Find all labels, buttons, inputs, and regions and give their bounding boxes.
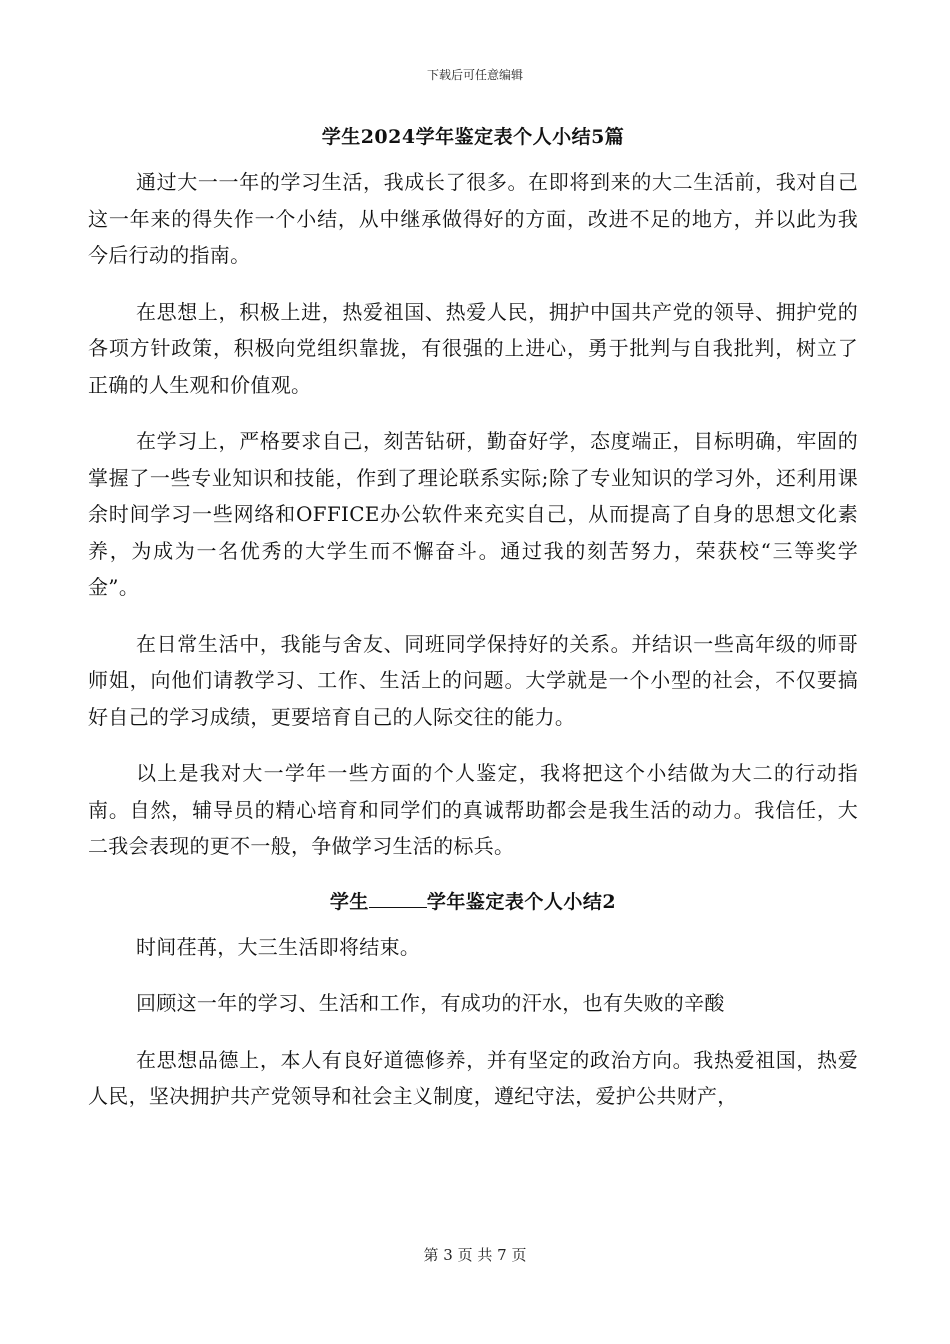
paragraph-conclusion: 以上是我对大一学年一些方面的个人鉴定，我将把这个小结做为大二的行动指南。自然，辅导员的精心培育和同学们的真诚帮助都会是我生活的动力。我信任，大二我会表现的更不一般，争做学习生活的标兵。 <box>88 761 858 858</box>
page-number: 第 3 页 共 7 页 <box>423 1246 527 1264</box>
section-title-2-prefix: 学生 <box>329 890 369 913</box>
section-title-2 <box>88 885 858 919</box>
section-title-2-suffix: 学年鉴定表个人小结2 <box>426 890 617 913</box>
paragraph-intro: 通过大一一年的学习生活，我成长了很多。在即将到来的大二生活前，我对自己这一年来的得失作一个小结，从中继承做得好的方面，改进不足的地方，并以此为我今后行动的指南。 <box>88 170 858 267</box>
blank-underline <box>369 889 427 908</box>
paragraph-time: 时间荏苒，大三生活即将结束。 <box>136 934 421 959</box>
paragraph-review: 回顾这一年的学习、生活和工作，有成功的汗水，也有失败的辛酸 <box>136 991 725 1015</box>
document-body <box>88 120 858 1135</box>
paragraph-morality: 在思想品德上，本人有良好道德修养，并有坚定的政治方向。我热爱祖国，热爱人民，坚决拥护共产党领导和社会主义制度，遵纪守法，爱护公共财产， <box>88 1047 858 1108</box>
paragraph-study: 在学习上，严格要求自己，刻苦钻研，勤奋好学，态度端正，目标明确，牢固的掌握了一些专业知识和技能，作到了理论联系实际;除了专业知识的学习外，还利用课余时间学习一些网络和OFFICE办公软件来充实自己，从而提高了自身的思想文化素养，为成为一名优秀的大学生而不懈奋斗。通过我的刻苦努力，荣获校“三等奖学金”。 <box>88 429 858 599</box>
paragraph-thought: 在思想上，积极上进，热爱祖国、热爱人民，拥护中国共产党的领导、拥护党的各项方针政策，积极向党组织靠拢，有很强的上进心，勇于批判与自我批判，树立了正确的人生观和价值观。 <box>88 299 858 397</box>
header-note: 下载后可任意编辑 <box>426 68 523 82</box>
paragraph-daily-life: 在日常生活中，我能与舍友、同班同学保持好的关系。并结识一些高年级的师哥师姐，向他们请教学习、工作、生活上的问题。大学就是一个小型的社会，不仅要搞好自己的学习成绩，更要培育自己的人际交往的能力。 <box>88 631 858 729</box>
document-title: 学生2024学年鉴定表个人小结5篇 <box>321 126 625 148</box>
